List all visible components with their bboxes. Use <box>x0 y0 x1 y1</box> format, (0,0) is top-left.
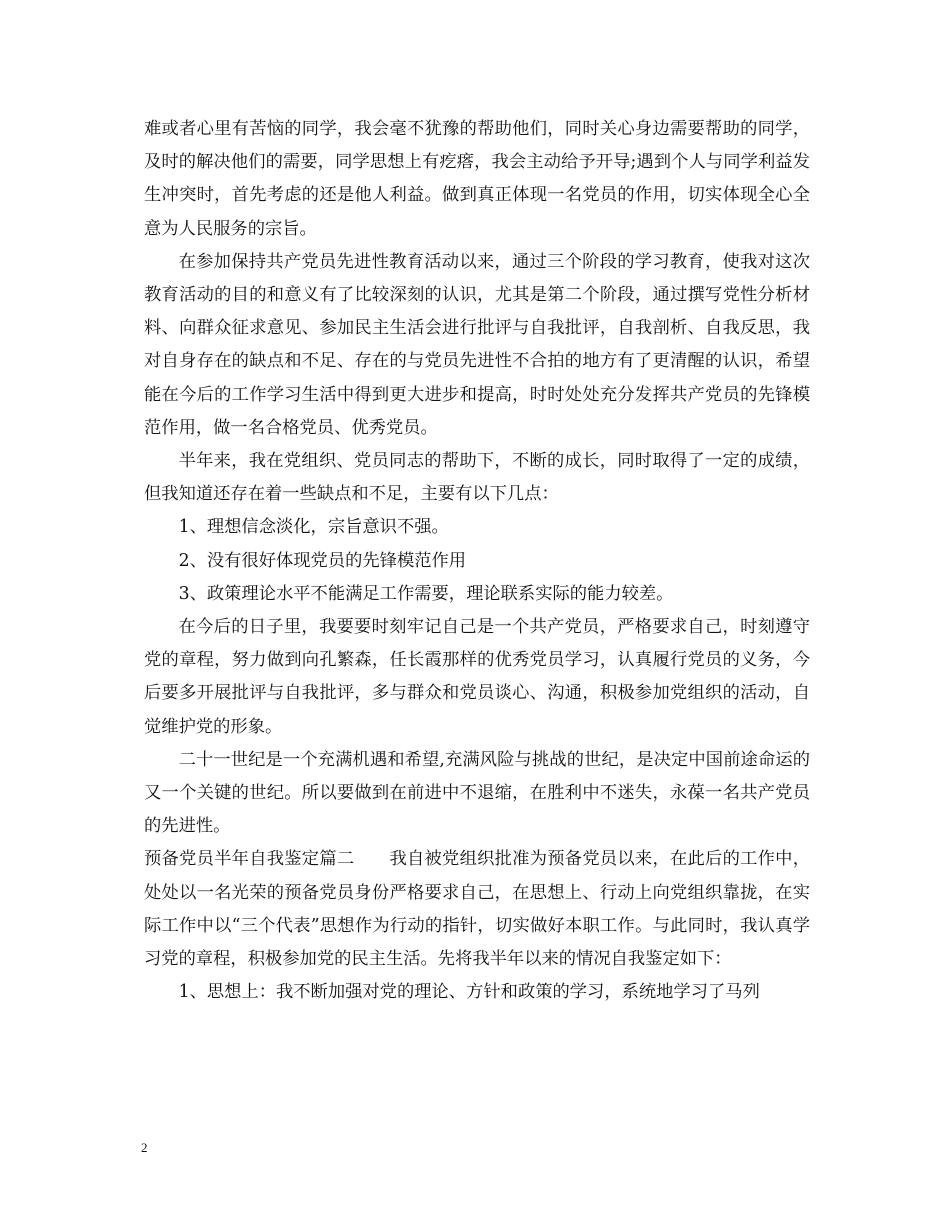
list-item-1: 1、理想信念淡化，宗旨意识不强。 <box>178 517 449 538</box>
page-number: 2 <box>141 1140 148 1155</box>
paragraph-6: 1、思想上：我不断加强对党的理论、方针和政策的学习，系统地学习了马列 <box>178 982 760 1003</box>
list-item-3: 3、政策理论水平不能满足工作需要，理论联系实际的能力较差。 <box>178 583 674 604</box>
list-item-2: 2、没有很好体现党员的先锋模范作用 <box>178 550 467 571</box>
section-heading-paragraph: 预备党员半年自我鉴定篇二 我自被党组织批准为预备党员以来，在此后的工作中，处处以一名光荣的预备党员身份严格要求自己，在思想上、行动上向党组织靠拢，在实际工作中以“三个代表”思想作为行动的指针，切实做好本职工作。与此同时，我认真学习党的章程，积极参加党的民主生活。先将我半年以来的情况自我鉴定如下： <box>144 849 810 970</box>
document-body <box>144 113 810 1009</box>
paragraph-2: 在参加保持共产党员先进性教育活动以来，通过三个阶段的学习教育，使我对这次教育活动的目的和意义有了比较深刻的认识，尤其是第二个阶段，通过撰写党性分析材料、向群众征求意见、参加民主生活会进行批评与自我批评，自我剖析、自我反思，我对自身存在的缺点和不足、存在的与党员先进性不合拍的地方有了更清醒的认识，希望能在今后的工作学习生活中得到更大进步和提高，时时处处充分发挥共产党员的先锋模范作用，做一名合格党员、优秀党员。 <box>144 251 810 438</box>
paragraph-4: 在今后的日子里，我要要时刻牢记自己是一个共产党员，严格要求自己，时刻遵守党的章程，努力做到向孔繁森，任长霞那样的优秀党员学习，认真履行党员的义务，今后要多开展批评与自我批评，多与群众和党员谈心、沟通，积极参加党组织的活动，自觉维护党的形象。 <box>144 617 810 737</box>
paragraph-1: 难或者心里有苦恼的同学，我会毫不犹豫的帮助他们，同时关心身边需要帮助的同学，及时的解决他们的需要，同学思想上有疙瘩，我会主动给予开导;遇到个人与同学利益发生冲突时，首先考虑的还是他人利益。做到真正体现一名党员的作用，切实体现全心全意为人民服务的宗旨。 <box>144 119 810 239</box>
paragraph-3: 半年来，我在党组织、党员同志的帮助下，不断的成长，同时取得了一定的成绩，但我知道还存在着一些缺点和不足，主要有以下几点： <box>144 451 810 505</box>
paragraph-5: 二十一世纪是一个充满机遇和希望,充满风险与挑战的世纪，是决定中国前途命运的又一个关键的世纪。所以要做到在前进中不退缩，在胜利中不迷失，永葆一名共产党员的先进性。 <box>144 749 810 837</box>
